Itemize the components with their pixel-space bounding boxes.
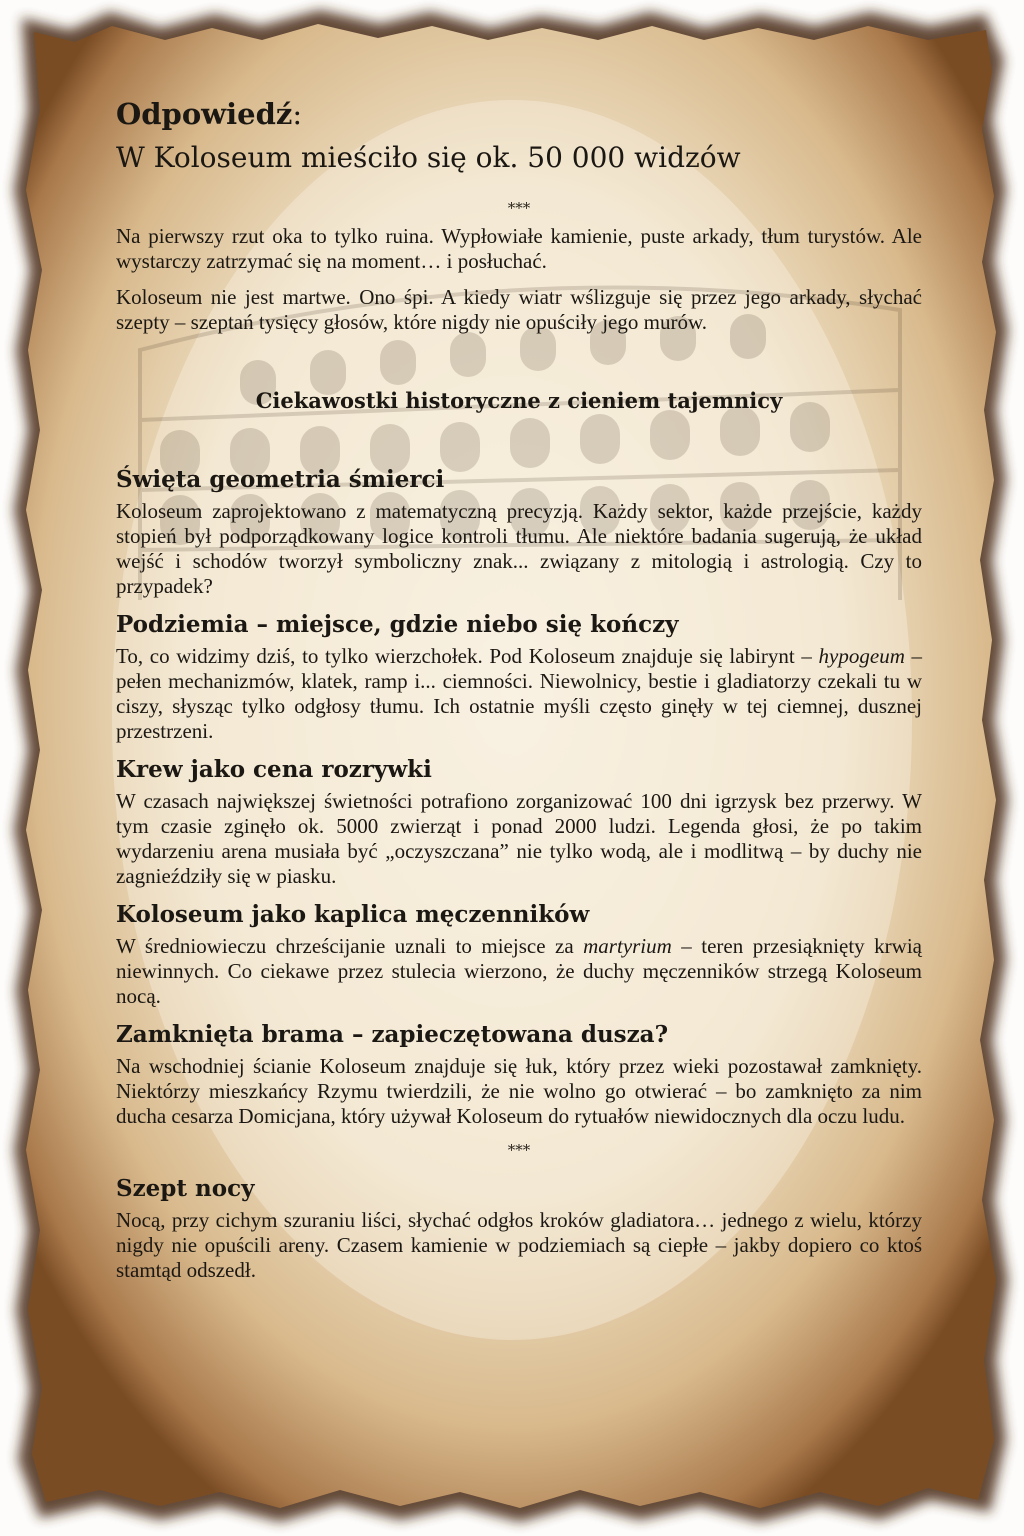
section-text: Koloseum zaprojektowano z matematyczną precyzją. Każdy sektor, każde przejście, każdy stopień był podporządkowany logice kontroli tłumu. Ale niektóre badania sugerują, że układ wejść i schodów tworzył symboliczny znak... związany z mitologią i astrologią. Czy to przypadek? [116, 499, 922, 598]
text-after: – pełen mechanizmów, klatek, ramp i... ciemności. Niewolnicy, bestie i gladiatorzy czekali tu w ciszy, słysząc tylko odgłosy tłumu. Ich ostatnie myśli często ginęły w tej ciemnej, dusznej przestrzeni. [116, 644, 923, 743]
section-heading: Koloseum jako kaplica męczenników [116, 901, 590, 928]
text-after: – teren przesiąknięty krwią niewinnych. Co ciekawe przez stulecia wierzono, że duchy męczenników strzegą Koloseum nocą. [116, 934, 922, 1008]
section-underground [116, 610, 922, 744]
section-sacred-geometry [116, 465, 922, 599]
section-text [116, 934, 922, 1009]
answer-heading [116, 92, 922, 136]
section-martyrs-chapel [116, 900, 922, 1009]
intro-paragraph-1: Na pierwszy rzut oka to tylko ruina. Wypłowiałe kamienie, puste arkady, tłum turystów. Ale wystarczy zatrzymać się na moment… i posłuchać. [116, 224, 922, 273]
section-closed-gate [116, 1020, 922, 1129]
section-blood-price [116, 755, 922, 889]
section-heading: Krew jako cena rozrywki [116, 756, 432, 783]
section-text [116, 644, 922, 744]
section-heading: Szept nocy [116, 1175, 255, 1202]
answer-colon: : [292, 97, 303, 131]
section-text: Nocą, przy cichym szuraniu liści, słychać odgłos kroków gladiatora… jednego z wielu, którzy nigdy nie opuścili areny. Czasem kamienie w podziemiach są ciepłe – jakby dopiero co ktoś stamtąd odszedł. [116, 1208, 922, 1282]
text-before: To, co widzimy dziś, to tylko wierzchołek. Pod Koloseum znajduje się labirynt – [116, 644, 819, 668]
italic-term: martyrium [583, 934, 672, 958]
section-text: Na wschodniej ścianie Koloseum znajduje się łuk, który przez wieki pozostawał zamknięty. Niektórzy mieszkańcy Rzymu twierdzili, że nie wolno go otwierać – bo zamknięto za nim ducha cesarza Domicjana, który używał Koloseum do rytuałów niewidocznych dla oczu ludu. [116, 1054, 922, 1128]
intro-paragraph-2: Koloseum nie jest martwe. Ono śpi. A kiedy wiatr wślizguje się przez jego arkady, słychać szepty – szeptań tysięcy głosów, które nigdy nie opuściły jego murów. [116, 285, 922, 334]
separator-bottom: *** [507, 1141, 531, 1159]
answer-text: W Koloseum mieściło się ok. 50 000 widzów [116, 141, 741, 174]
text-before: W średniowieczu chrześcijanie uznali to miejsce za [116, 934, 584, 958]
section-heading: Święta geometria śmierci [116, 466, 445, 493]
section-text: W czasach największej świetności potrafiono zorganizować 100 dni igrzysk bez przerwy. W tym czasie zginęło ok. 5000 zwierząt i ponad 2000 ludzi. Legenda głosi, że po takim wydarzeniu arena musiała być „oczyszczana” nie tylko wodą, ale i modlitwą – by duchy nie zagnieździły się w piasku. [116, 789, 922, 888]
separator-top: *** [507, 199, 531, 217]
section-heading: Podziemia – miejsce, gdzie niebo się kończy [116, 611, 679, 638]
italic-term: hypogeum [818, 644, 905, 668]
answer-label: Odpowiedź [116, 97, 293, 131]
section-title: Ciekawostki historyczne z cieniem tajemnicy [255, 388, 783, 413]
section-night-whisper [116, 1174, 922, 1283]
section-heading: Zamknięta brama – zapieczętowana dusza? [116, 1021, 669, 1048]
document-content [116, 92, 922, 1294]
